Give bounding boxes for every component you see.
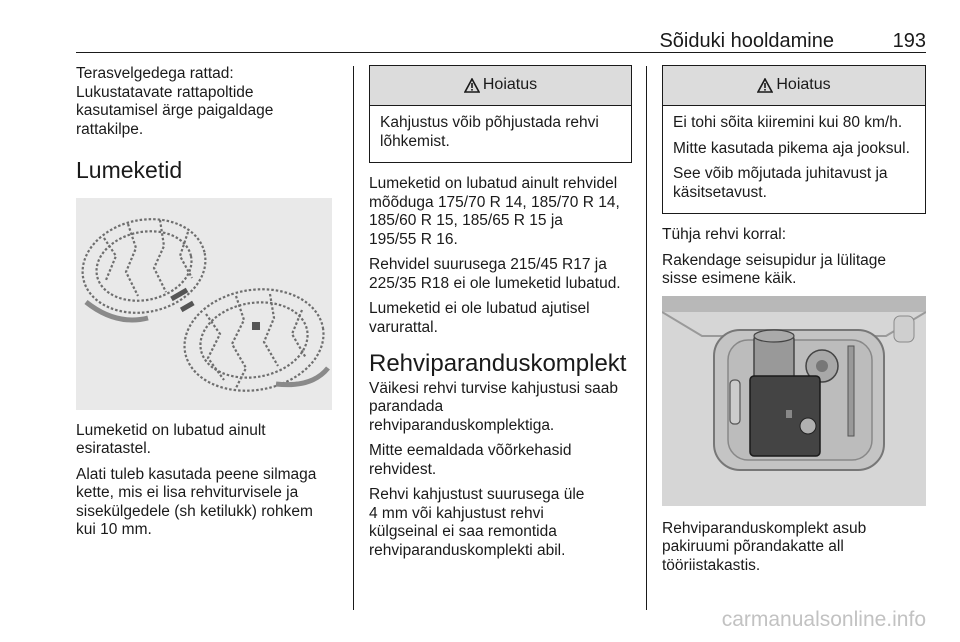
intro-text: Terasvelgedega rattad: Lukustatavate rattapoltide kasutamisel ärge paigaldage rattakilpe. (76, 65, 274, 138)
damage-limit-text: Rehvi kahjustust suurusega üle 4 mm või kahjustust rehvi külgseinal ei saa remontida rehviparanduskomplekti abil. (369, 486, 585, 559)
header-rule (76, 52, 926, 53)
warning-title: Hoiatus (776, 76, 831, 94)
column-1 (76, 65, 332, 547)
warning-text: Kahjustus võib põhjustada rehvi lõhkemist. (380, 114, 599, 150)
page-number: 193 (892, 30, 926, 52)
foreign-objects-text: Mitte eemaldada võõrkehasid rehvidest. (369, 442, 572, 478)
column-3 (662, 65, 926, 582)
column-divider-2 (646, 66, 647, 610)
warning-header (663, 66, 925, 106)
allowed-tyres-text: Lumeketid on lubatud ainult rehvidel mõõduga 175/70 R 14, 185/70 R 14, 185/60 R 15, 185/65 R 15 ja 195/55 R 16. (369, 175, 620, 248)
warning-triangle-icon (757, 78, 773, 93)
duration-text: Mitte kasutada pikema aja jooksul. (673, 139, 910, 157)
repair-kit-heading: Rehviparanduskomplekt (369, 350, 627, 377)
snow-chains-illustration (76, 198, 332, 410)
watermark: carmanualsonline.info (721, 608, 926, 631)
not-allowed-tyres-text: Rehvidel suurusega 215/45 R17 ja 225/35 R18 ei ole lumeketid lubatud. (369, 256, 621, 292)
speed-limit-text: Ei tohi sõita kiiremini kui 80 km/h. (673, 114, 903, 131)
repair-kit-illustration (662, 296, 926, 506)
warning-box-2 (662, 65, 926, 214)
page-header (76, 30, 926, 54)
section-title: Sõiduki hooldamine (659, 30, 834, 52)
kit-location-text: Rehviparanduskomplekt asub pakiruumi põrandakatte all tööriistakastis. (662, 519, 867, 574)
chains-front-text: Lumeketid on lubatud ainult esiratastel. (76, 421, 266, 457)
flat-tyre-text: Tühja rehvi korral: (662, 226, 787, 243)
column-divider-1 (353, 66, 354, 610)
parking-brake-text: Rakendage seisupidur ja lülitage sisse esimene käik. (662, 251, 887, 287)
handling-text: See võib mõjutada juhitavust ja käsitsetavust. (673, 165, 888, 201)
snow-chains-heading: Lumeketid (76, 157, 183, 183)
column-2 (369, 65, 632, 567)
warning-title: Hoiatus (482, 76, 538, 94)
warning-triangle-icon (464, 78, 480, 93)
warning-header (370, 66, 631, 106)
spare-wheel-text: Lumeketid ei ole lubatud ajutisel varurattal. (369, 300, 590, 336)
chains-fine-mesh-text: Alati tuleb kasutada peene silmaga kette, mis ei lisa rehviturvisele ja sisekülgedele (sh ketilukk) rohkem kui 10 mm. (76, 465, 317, 538)
repair-kit-intro: Väikesi rehvi turvise kahjustusi saab parandada rehviparanduskomplektiga. (369, 379, 618, 434)
warning-box-1 (369, 65, 632, 163)
